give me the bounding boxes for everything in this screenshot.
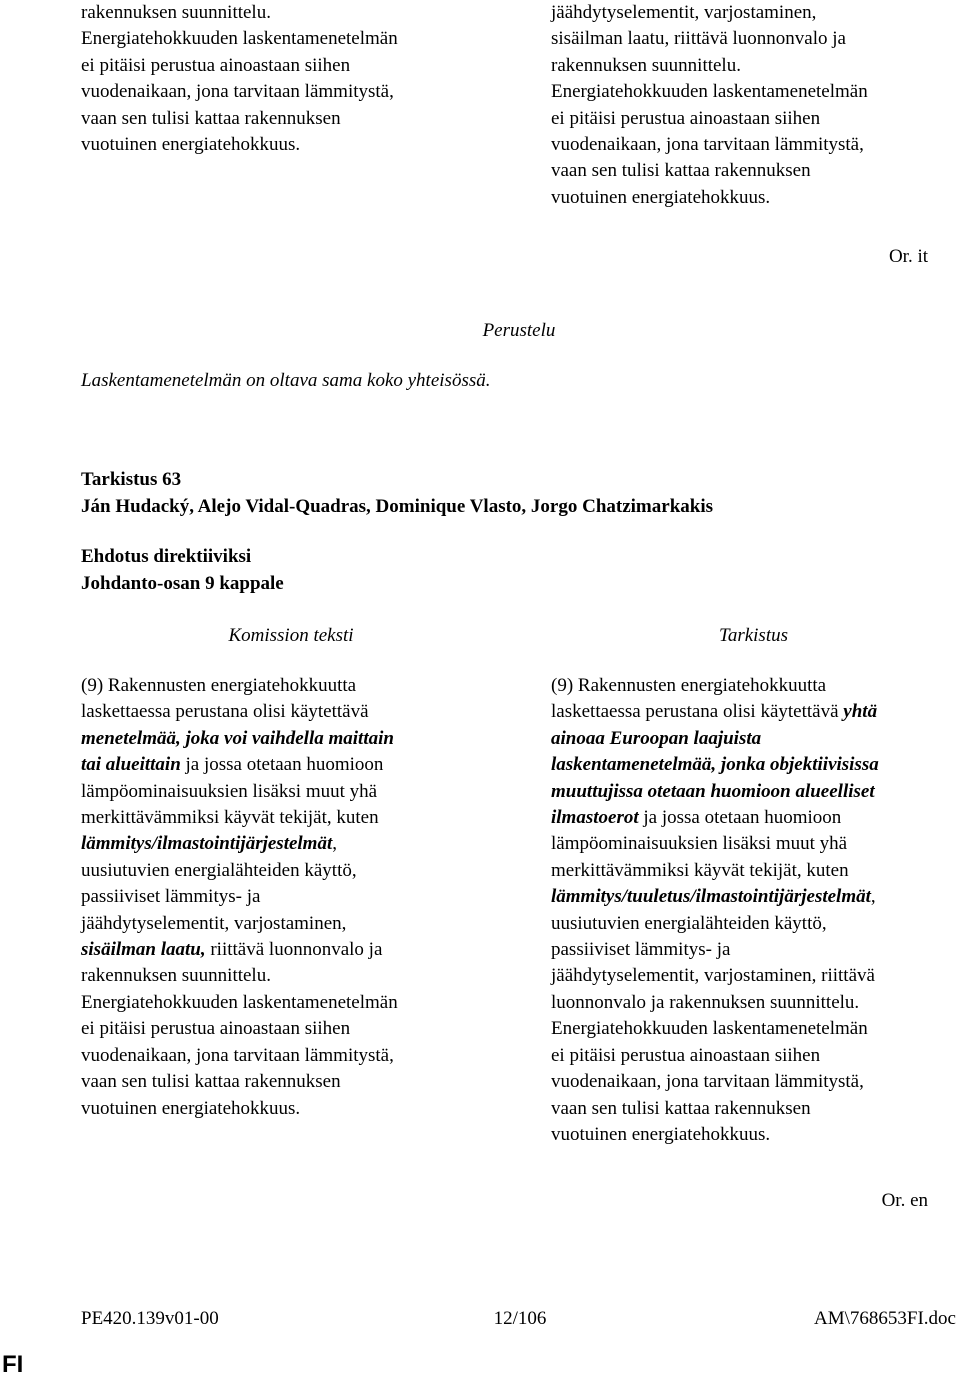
text-line: jäähdytyselementit, varjostaminen, riittävä	[551, 965, 875, 987]
text-line: vuodenaikaan, jona tarvitaan lämmitystä,	[81, 81, 394, 103]
text-line: merkittävämmiksi käyvät tekijät, kuten	[81, 807, 379, 829]
amendment-text	[551, 673, 956, 1148]
text-line: rakennuksen suunnittelu.	[551, 54, 741, 76]
amendment-authors: Ján Hudacký, Alejo Vidal-Quadras, Dominique Vlasto, Jorgo Chatzimarkakis	[81, 496, 714, 517]
text-line: rakennuksen suunnittelu.	[81, 965, 271, 987]
text-plain: ja jossa otetaan huomioon	[180, 754, 384, 776]
text-line: vuotuinen energiatehokkuus.	[81, 134, 301, 156]
text-line	[551, 884, 956, 910]
text-line: merkittävämmiksi käyvät tekijät, kuten	[551, 859, 849, 881]
text-plain: ,	[332, 833, 337, 855]
text-line	[551, 805, 956, 831]
text-line: Energiatehokkuuden laskentamenetelmän	[551, 81, 868, 103]
text-line: Energiatehokkuuden laskentamenetelmän	[551, 1018, 868, 1040]
text-line: ei pitäisi perustua ainoastaan siihen	[551, 1044, 821, 1066]
text-line: uusiutuvien energialähteiden käyttö,	[81, 859, 357, 881]
text-line: laskettaessa perustana olisi käytettävä	[81, 701, 369, 723]
text-line: Energiatehokkuuden laskentamenetelmän	[81, 991, 398, 1013]
text-line: vuodenaikaan, jona tarvitaan lämmitystä,	[81, 1044, 394, 1066]
text-line: lämpöominaisuuksien lisäksi muut yhä	[551, 833, 848, 855]
text-plain: ,	[870, 886, 876, 908]
text-line: (9) Rakennusten energiatehokkuutta	[551, 675, 827, 696]
top-right-text	[551, 0, 956, 211]
text-line: vuodenaikaan, jona tarvitaan lämmitystä,	[551, 134, 864, 156]
origin-language-en: Or. en	[881, 1190, 928, 1211]
text-line: ei pitäisi perustua ainoastaan siihen	[81, 1018, 351, 1040]
text-line: vuotuinen energiatehokkuus.	[81, 1097, 301, 1119]
commission-text-heading: Komission teksti	[228, 625, 354, 646]
text-line: sisäilman laatu, riittävä luonnonvalo ja	[551, 28, 846, 50]
justification-text: Laskentamenetelmän on oltava sama koko yhteisössä.	[81, 370, 491, 391]
justification-heading: Perustelu	[482, 320, 556, 341]
text-line: jäähdytyselementit, varjostaminen,	[81, 912, 347, 934]
text-plain: laskettaessa perustana olisi käytettävä	[551, 701, 844, 723]
proposal-reference: Johdanto-osan 9 kappale	[81, 573, 284, 594]
text-line: vaan sen tulisi kattaa rakennuksen	[551, 160, 811, 182]
text-added: yhtä	[843, 701, 878, 723]
text-line-added: muuttujissa otetaan huomioon alueelliset	[551, 780, 875, 802]
text-line	[81, 831, 501, 857]
text-line: vaan sen tulisi kattaa rakennuksen	[81, 107, 341, 129]
text-deleted: tai alueittain	[81, 754, 181, 776]
commission-text	[81, 673, 501, 1122]
text-line-deleted: menetelmää, joka voi vaihdella maittain	[81, 727, 394, 749]
footer-language-code: FI	[2, 1351, 24, 1378]
text-line: passiiviset lämmitys- ja	[551, 939, 731, 961]
text-line: vuodenaikaan, jona tarvitaan lämmitystä,	[551, 1071, 864, 1093]
text-line: lämpöominaisuuksien lisäksi muut yhä	[81, 780, 378, 802]
top-left-text	[81, 0, 501, 158]
text-line	[81, 752, 501, 778]
origin-language-it: Or. it	[888, 246, 928, 267]
footer-document-id: PE420.139v01-00	[81, 1308, 219, 1329]
amendment-text-heading: Tarkistus	[719, 625, 788, 646]
text-plain: riittävä luonnonvalo ja	[205, 939, 383, 961]
text-line-added: laskentamenetelmää, jonka objektiivisissa	[551, 754, 879, 776]
text-deleted: sisäilman laatu,	[81, 939, 206, 961]
text-deleted: lämmitys/ilmastointijärjestelmät	[81, 833, 333, 855]
text-line-added: ainoaa Euroopan laajuista	[551, 727, 762, 749]
text-line: Energiatehokkuuden laskentamenetelmän	[81, 28, 398, 50]
text-line: (9) Rakennusten energiatehokkuutta	[81, 675, 357, 696]
proposal-title: Ehdotus direktiiviksi	[81, 546, 252, 567]
text-line	[551, 699, 956, 725]
text-line: rakennuksen suunnittelu.	[81, 2, 271, 23]
footer-page-number: 12/106	[493, 1308, 547, 1329]
text-added: ilmastoerot	[551, 807, 639, 829]
text-line: jäähdytyselementit, varjostaminen,	[551, 2, 817, 23]
text-line: ei pitäisi perustua ainoastaan siihen	[81, 54, 351, 76]
text-line	[81, 937, 501, 963]
footer-file-name: AM\768653FI.doc	[814, 1308, 956, 1329]
text-line: vaan sen tulisi kattaa rakennuksen	[551, 1097, 811, 1119]
text-line: vuotuinen energiatehokkuus.	[551, 186, 771, 208]
text-line: vaan sen tulisi kattaa rakennuksen	[81, 1071, 341, 1093]
text-line: passiiviset lämmitys- ja	[81, 886, 261, 908]
text-plain: ja jossa otetaan huomioon	[638, 807, 842, 829]
text-added: lämmitys/tuuletus/ilmastointijärjestelmät	[551, 886, 871, 908]
text-line: uusiutuvien energialähteiden käyttö,	[551, 912, 827, 934]
amendment-number: Tarkistus 63	[81, 469, 182, 490]
text-line: luonnonvalo ja rakennuksen suunnittelu.	[551, 991, 860, 1013]
text-line: ei pitäisi perustua ainoastaan siihen	[551, 107, 821, 129]
text-line: vuotuinen energiatehokkuus.	[551, 1123, 771, 1145]
